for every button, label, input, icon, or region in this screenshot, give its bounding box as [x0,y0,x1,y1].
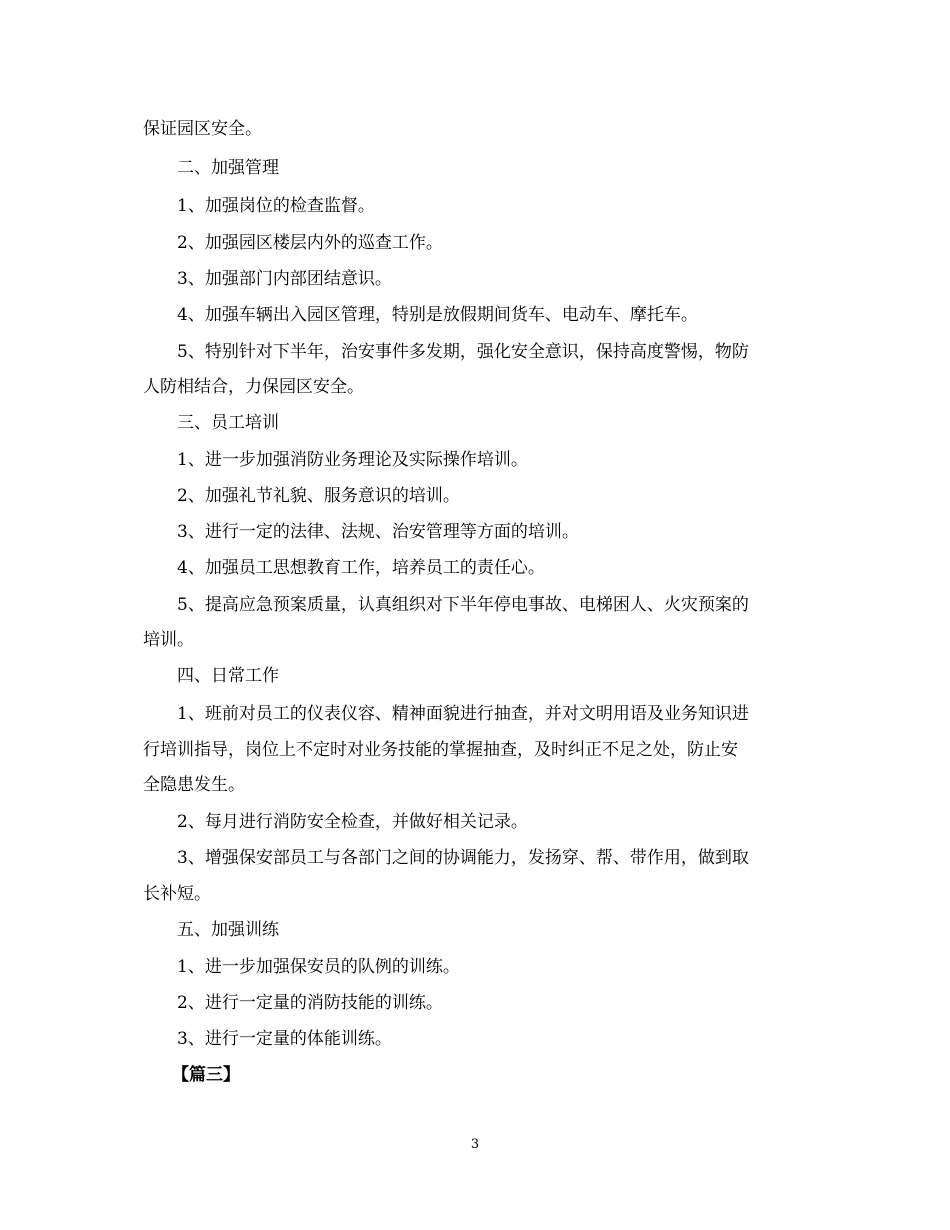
list-item: 1、进一步加强消防业务理论及实际操作培训。 [177,450,528,470]
list-item-continuation: 培训。 [143,630,194,650]
list-item-continuation: 人防相结合，力保园区安全。 [143,377,364,397]
section-heading-training: 三、员工培训 [177,413,279,433]
list-item: 1、班前对员工的仪表仪容、精神面貌进行抽查，并对文明用语及业务知识进 [177,704,749,724]
list-item: 1、进一步加强保安员的队例的训练。 [177,957,460,977]
paragraph-continuation: 保证园区安全。 [143,119,262,139]
list-item-continuation: 长补短。 [143,884,211,904]
list-item: 4、加强车辆出入园区管理，特别是放假期间货车、电动车、摩托车。 [177,305,698,325]
list-item: 3、加强部门内部团结意识。 [177,269,392,289]
list-item-continuation: 全隐患发生。 [143,775,245,795]
page-number: 3 [470,1137,480,1152]
list-item: 3、增强保安部员工与各部门之间的协调能力，发扬穿、帮、带作用，做到取 [177,848,749,868]
list-item-continuation: 行培训指导，岗位上不定时对业务技能的掌握抽查，及时纠正不足之处，防止安 [143,740,738,760]
list-item: 1、加强岗位的检查监督。 [177,196,375,216]
section-heading-drills: 五、加强训练 [177,920,279,940]
list-item: 2、加强礼节礼貌、服务意识的培训。 [177,486,460,506]
list-item: 4、加强员工思想教育工作，培养员工的责任心。 [177,558,545,578]
section-heading-daily-work: 四、日常工作 [177,666,279,686]
list-item: 2、进行一定量的消防技能的训练。 [177,993,443,1013]
list-item: 3、进行一定的法律、法规、治安管理等方面的培训。 [177,522,579,542]
list-item: 5、特别针对下半年，治安事件多发期，强化安全意识，保持高度警惕，物防 [177,342,749,362]
list-item: 3、进行一定量的体能训练。 [177,1029,392,1049]
part-three-heading: 【篇三】 [172,1065,240,1085]
list-item: 5、提高应急预案质量，认真组织对下半年停电事故、电梯困人、火灾预案的 [177,595,749,615]
list-item: 2、加强园区楼层内外的巡查工作。 [177,233,443,253]
section-heading-management: 二、加强管理 [177,158,279,178]
list-item: 2、每月进行消防安全检查，并做好相关记录。 [177,812,528,832]
